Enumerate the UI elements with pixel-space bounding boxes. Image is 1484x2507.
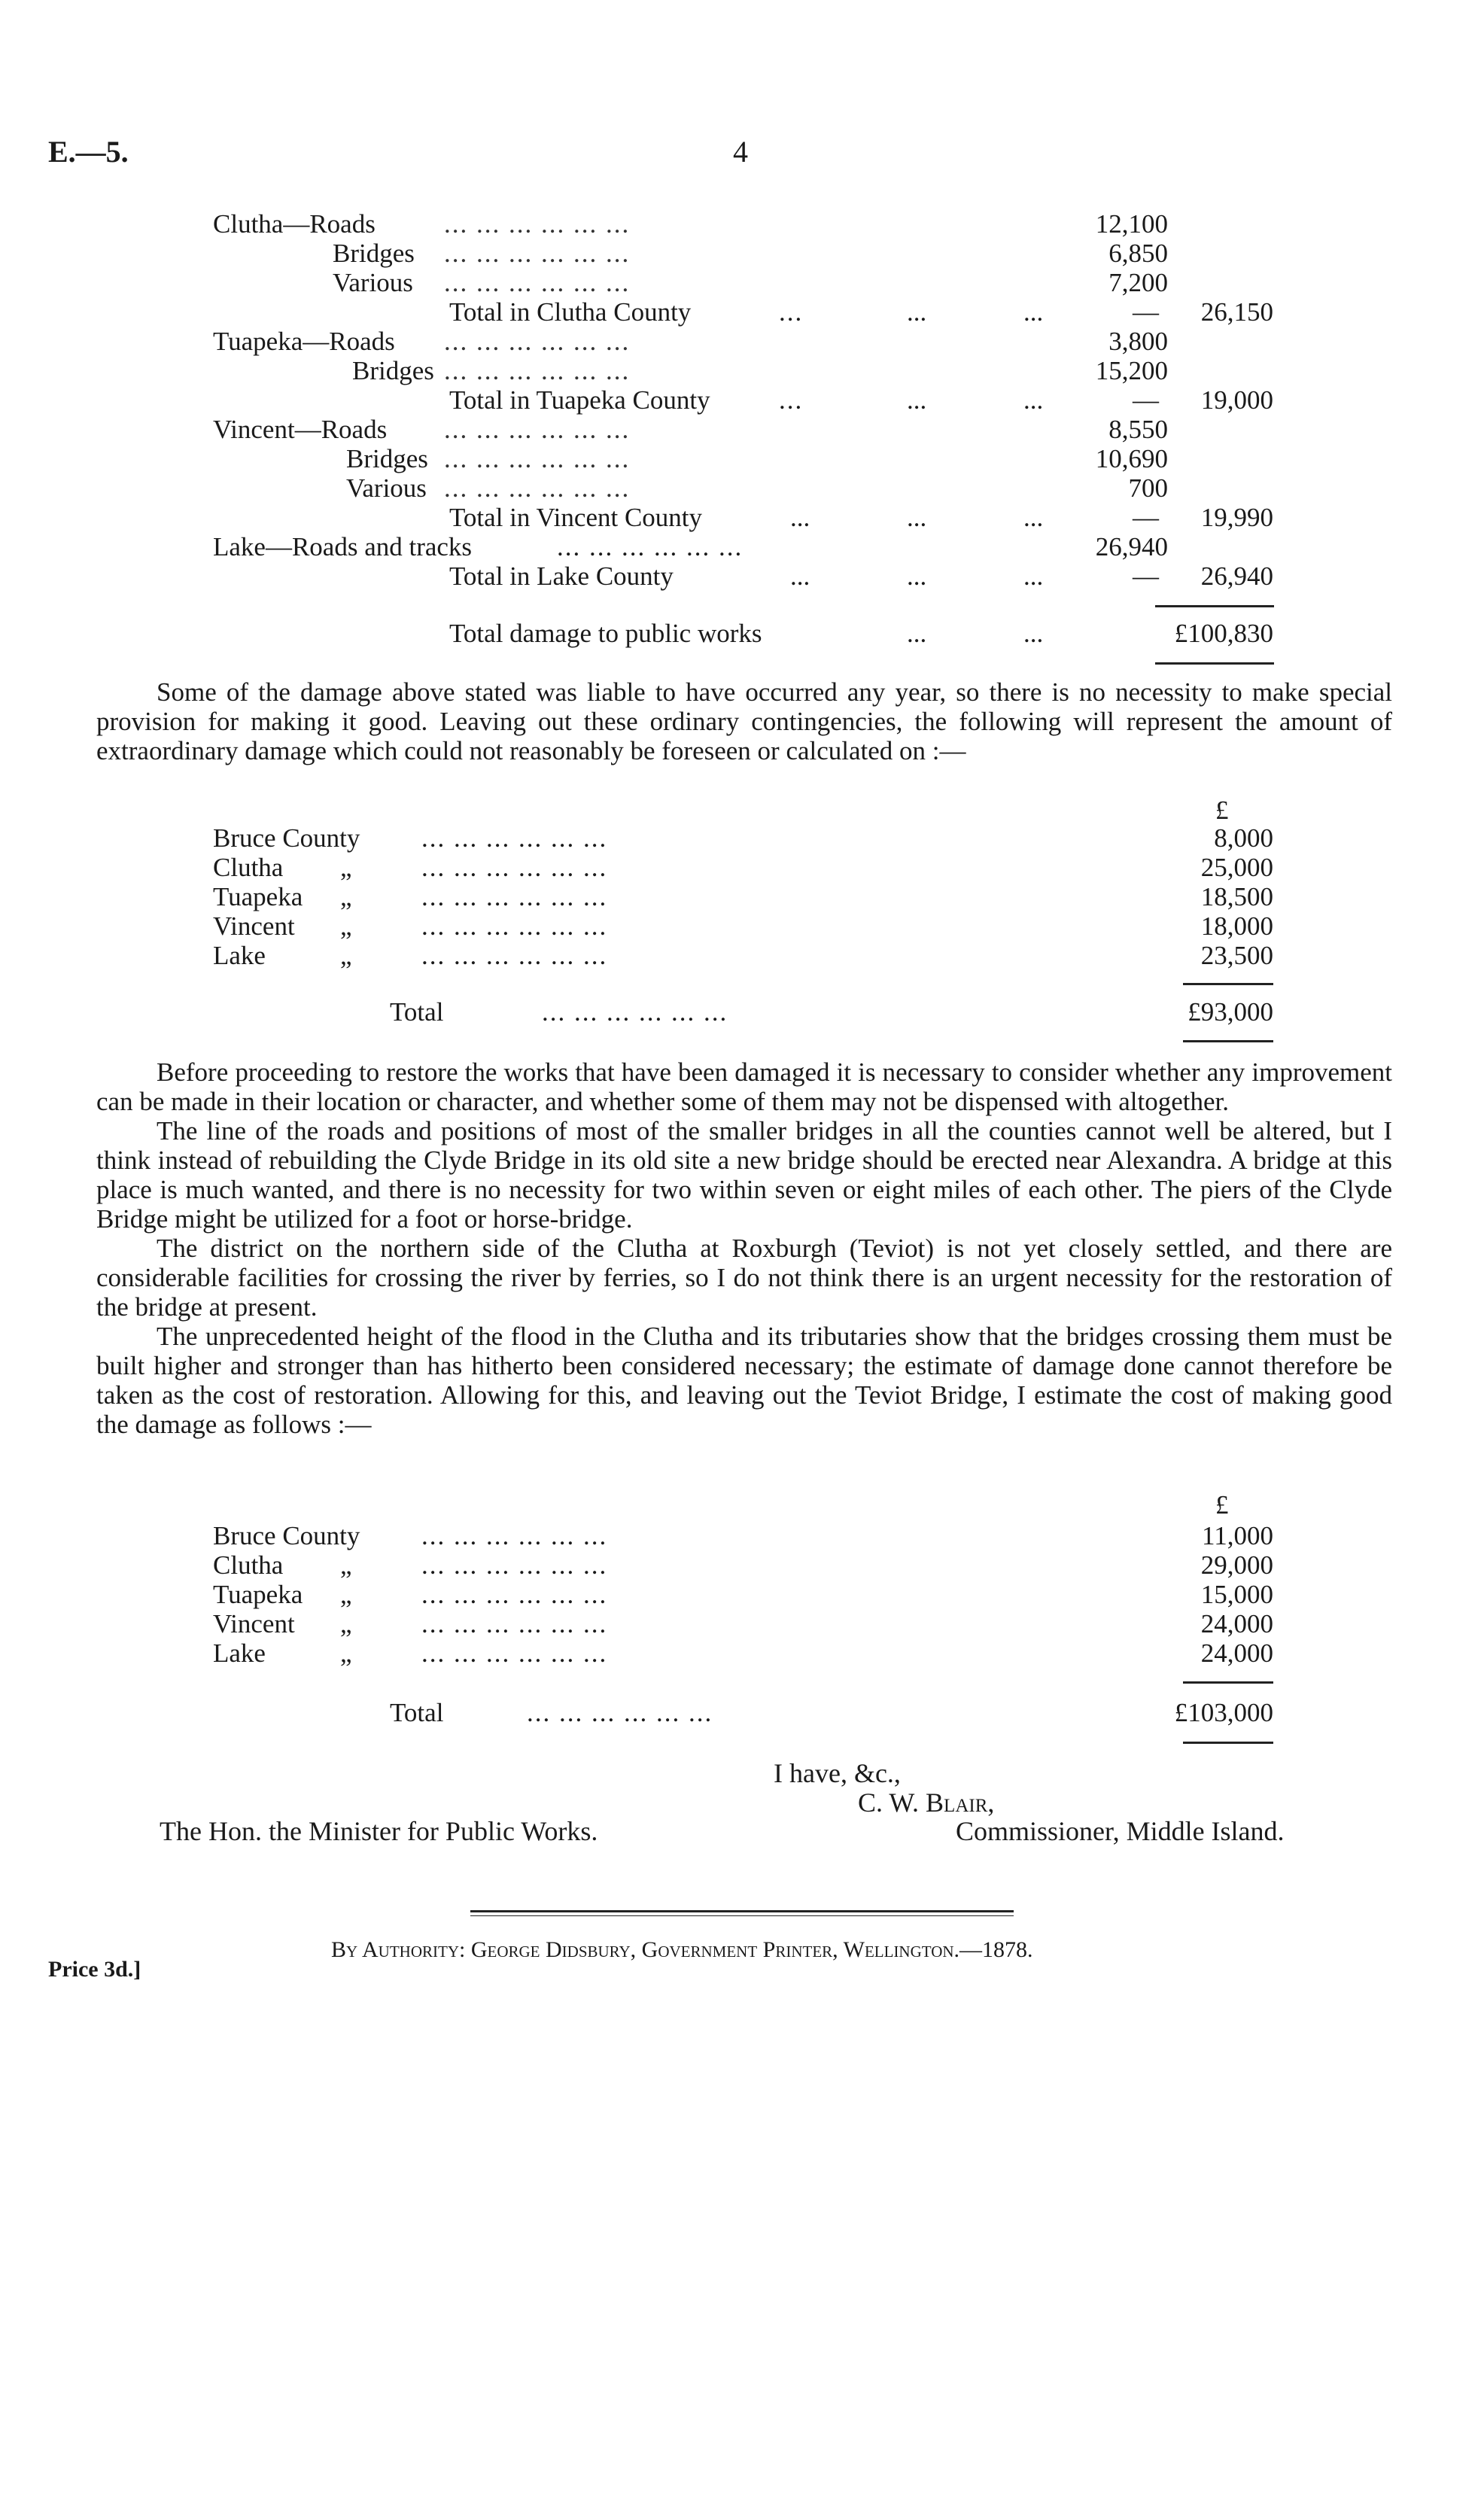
county-value: 25,000	[1200, 853, 1273, 882]
dot-leader: ... ... ... ... ... ...	[421, 1609, 608, 1638]
table-row	[0, 473, 1484, 504]
dot-leader: ... ... ... ... ... ...	[444, 473, 631, 503]
table-row	[0, 385, 1484, 415]
dot-leader: ...	[1023, 297, 1044, 327]
row-label: Lake—Roads and tracks	[213, 532, 473, 561]
total-row	[0, 1698, 1484, 1728]
table-row	[0, 239, 1484, 269]
dot-leader: ... ... ... ... ... ...	[557, 532, 744, 561]
printer-authority: By Authority: George Didsbury, Government Printer, Wellington.—1878.	[331, 1937, 1033, 1962]
signer-name: C. W. Blair,	[858, 1787, 995, 1818]
dot-leader: ...	[790, 503, 810, 532]
table-row	[0, 268, 1484, 298]
sum-rule	[1155, 662, 1274, 665]
dot-leader: ...	[790, 561, 810, 591]
table-row	[0, 1521, 1484, 1551]
row-amount: 3,800	[1108, 327, 1168, 356]
county-value: 24,000	[1200, 1638, 1273, 1668]
table-row	[0, 327, 1484, 357]
paragraph-text: Some of the damage above stated was liable to have occurred any year, so there is no necessity to make special provision for making it good. Leaving out these ordinary contingencies, the following will represent the amount of extraordinary damage which could not reasonably be foreseen or calculated on :—	[96, 677, 1392, 765]
sum-rule	[1155, 605, 1274, 607]
row-total: 19,990	[1200, 503, 1273, 532]
county-value: 29,000	[1200, 1550, 1273, 1580]
addressee: The Hon. the Minister for Public Works.	[160, 1816, 598, 1846]
row-total: 26,150	[1200, 297, 1273, 327]
table-row	[0, 503, 1484, 533]
dot-leader: ...	[1023, 385, 1044, 415]
row-label: Tuapeka—Roads	[213, 327, 395, 356]
row-label: Total in Clutha County	[449, 297, 692, 327]
table-row	[0, 297, 1484, 327]
dot-leader: ... ... ... ... ... ...	[421, 823, 608, 853]
paragraph-text: The line of the roads and positions of most of the smaller bridges in all the counties cannot well be altered, but I think instead of rebuilding the Clyde Bridge in its old site a new bridge should be erected near Alexandra. A bridge at this place is much wanted, and there is no necessity for two within seven or eight miles of each other. The piers of the Clyde Bridge might be utilized for a foot or horse-bridge.	[96, 1116, 1392, 1234]
dot-leader: ... ... ... ... ... ...	[444, 327, 631, 356]
dot-leader: ... ... ... ... ... ...	[421, 941, 608, 970]
county-name: Clutha	[213, 853, 284, 882]
dot-leader: ...	[1023, 619, 1044, 648]
dot-leader: ... ... ... ... ... ...	[421, 911, 608, 941]
signer-title: Commissioner, Middle Island.	[956, 1816, 1285, 1846]
row-label: Various	[333, 268, 413, 297]
county-value: 8,000	[1214, 823, 1273, 853]
row-amount: 7,200	[1108, 268, 1168, 297]
dot-leader: ...	[907, 385, 927, 415]
dot-leader: ... ... ... ... ... ...	[444, 444, 631, 473]
dot-leader: ... ... ... ... ... ...	[421, 1550, 608, 1580]
currency-symbol: £	[1215, 796, 1229, 825]
ditto-mark: „	[340, 911, 352, 941]
row-label: Vincent—Roads	[213, 415, 388, 444]
table-row	[0, 1580, 1484, 1610]
row-label: Bridges	[352, 356, 434, 385]
paragraph-contingencies	[96, 677, 1392, 765]
total-row	[0, 997, 1484, 1027]
county-value: 11,000	[1202, 1521, 1273, 1550]
table-row	[0, 209, 1484, 239]
table-row	[0, 882, 1484, 912]
row-total: 19,000	[1200, 385, 1273, 415]
table-row	[0, 561, 1484, 592]
sum-rule	[1183, 983, 1273, 985]
ditto-mark: „	[340, 1550, 352, 1580]
dot-leader: ... ... ... ... ... ...	[527, 1698, 713, 1727]
dot-leader: ...	[907, 503, 927, 532]
row-label: Various	[346, 473, 427, 503]
footer-rule	[470, 1910, 1014, 1912]
dot-leader: ...	[907, 561, 927, 591]
dot-leader: ... ... ... ... ... ...	[421, 1580, 608, 1609]
subtotal-dash: —	[1133, 561, 1159, 591]
county-value: 23,500	[1200, 941, 1273, 970]
document-reference: E.—5.	[48, 135, 129, 169]
ditto-mark: „	[340, 1609, 352, 1638]
dot-leader: ... ... ... ... ... ...	[444, 239, 631, 268]
row-amount: 6,850	[1108, 239, 1168, 268]
row-total: 26,940	[1200, 561, 1273, 591]
page-number: 4	[733, 135, 748, 169]
row-amount: 15,200	[1095, 356, 1168, 385]
subtotal-dash: —	[1133, 385, 1159, 415]
paragraph-text: Before proceeding to restore the works that have been damaged it is necessary to consider whether any improvement can be made in their location or character, and whether some of them may not be dispensed with altogether.	[96, 1057, 1392, 1116]
row-amount: 26,940	[1095, 532, 1168, 561]
sum-rule	[1183, 1742, 1273, 1744]
row-amount: 8,550	[1108, 415, 1168, 444]
paragraph-text: The district on the northern side of the Clutha at Roxburgh (Teviot) is not yet closely settled, and there are considerable facilities for crossing the river by ferries, so I do not think there is an urgent necessity for the restoration of the bridge at present.	[96, 1234, 1392, 1322]
dot-leader: ... ... ... ... ... ...	[444, 268, 631, 297]
footer-rule	[470, 1915, 1014, 1916]
currency-symbol: £	[1215, 1490, 1229, 1520]
subtotal-dash: —	[1133, 297, 1159, 327]
salutation: I have, &c.,	[774, 1758, 901, 1788]
table-row	[0, 415, 1484, 445]
dot-leader: ...	[1023, 503, 1044, 532]
table-row	[0, 853, 1484, 883]
county-name: Lake	[213, 1638, 266, 1668]
dot-leader: ...	[907, 297, 927, 327]
subtotal-dash: —	[1133, 503, 1159, 532]
table-row	[0, 1609, 1484, 1639]
table-row	[0, 444, 1484, 474]
county-value: 18,500	[1200, 882, 1273, 911]
row-label: Clutha—Roads	[213, 209, 376, 239]
total-value: £93,000	[1188, 997, 1273, 1027]
ditto-mark: „	[340, 882, 352, 911]
dot-leader: ... ... ... ... ... ...	[444, 415, 631, 444]
table-row	[0, 356, 1484, 386]
ditto-mark: „	[340, 1638, 352, 1668]
county-name: Lake	[213, 941, 266, 970]
sum-rule	[1183, 1040, 1273, 1042]
total-value: £103,000	[1174, 1698, 1273, 1727]
county-value: 18,000	[1200, 911, 1273, 941]
dot-leader: ... ... ... ... ... ...	[444, 356, 631, 385]
paragraph-text: The unprecedented height of the flood in the Clutha and its tributaries show that the bridges crossing them must be built higher and stronger than has hitherto been considered necessary; the estimate of damage done cannot therefore be taken as the cost of restoration. Allowing for this, and leaving out the Teviot Bridge, I estimate the cost of making good the damage as follows :—	[96, 1322, 1392, 1439]
table-row	[0, 941, 1484, 971]
county-name: Bruce County	[213, 823, 360, 853]
row-amount: 10,690	[1095, 444, 1168, 473]
county-name: Vincent	[213, 911, 295, 941]
dot-leader: ... ... ... ... ... ...	[421, 882, 608, 911]
table-row	[0, 823, 1484, 853]
ditto-mark: „	[340, 853, 352, 882]
row-label: Total in Tuapeka County	[449, 385, 710, 415]
county-value: 15,000	[1200, 1580, 1273, 1609]
ditto-mark: „	[340, 941, 352, 970]
total-label: Total	[390, 1698, 444, 1727]
dot-leader: ... ... ... ... ... ...	[421, 1638, 608, 1668]
dot-leader: ... ... ... ... ... ...	[421, 853, 608, 882]
dot-leader: ...	[1023, 561, 1044, 591]
row-label: Bridges	[346, 444, 428, 473]
row-label: Total in Vincent County	[449, 503, 703, 532]
row-label: Total in Lake County	[449, 561, 674, 591]
paragraphs-restoration	[96, 1057, 1392, 1439]
table-row	[0, 1550, 1484, 1581]
grand-total-row	[0, 619, 1484, 649]
sum-rule	[1183, 1681, 1273, 1684]
county-name: Bruce County	[213, 1521, 360, 1550]
grand-total-value: £100,830	[1174, 619, 1273, 648]
total-label: Total	[390, 997, 444, 1027]
dot-leader: ...	[779, 297, 804, 327]
dot-leader: ... ... ... ... ... ...	[542, 997, 728, 1027]
grand-total-label: Total damage to public works	[449, 619, 762, 648]
dot-leader: ...	[779, 385, 804, 415]
row-amount: 12,100	[1095, 209, 1168, 239]
county-name: Clutha	[213, 1550, 284, 1580]
county-value: 24,000	[1200, 1609, 1273, 1638]
dot-leader: ... ... ... ... ... ...	[421, 1521, 608, 1550]
dot-leader: ...	[907, 619, 927, 648]
table-row	[0, 1638, 1484, 1669]
table-row	[0, 532, 1484, 562]
price-note: Price 3d.]	[48, 1957, 141, 1982]
county-name: Tuapeka	[213, 882, 303, 911]
county-name: Vincent	[213, 1609, 295, 1638]
ditto-mark: „	[340, 1580, 352, 1609]
row-amount: 700	[1128, 473, 1168, 503]
row-label: Bridges	[333, 239, 415, 268]
county-name: Tuapeka	[213, 1580, 303, 1609]
dot-leader: ... ... ... ... ... ...	[444, 209, 631, 239]
table-row	[0, 911, 1484, 942]
